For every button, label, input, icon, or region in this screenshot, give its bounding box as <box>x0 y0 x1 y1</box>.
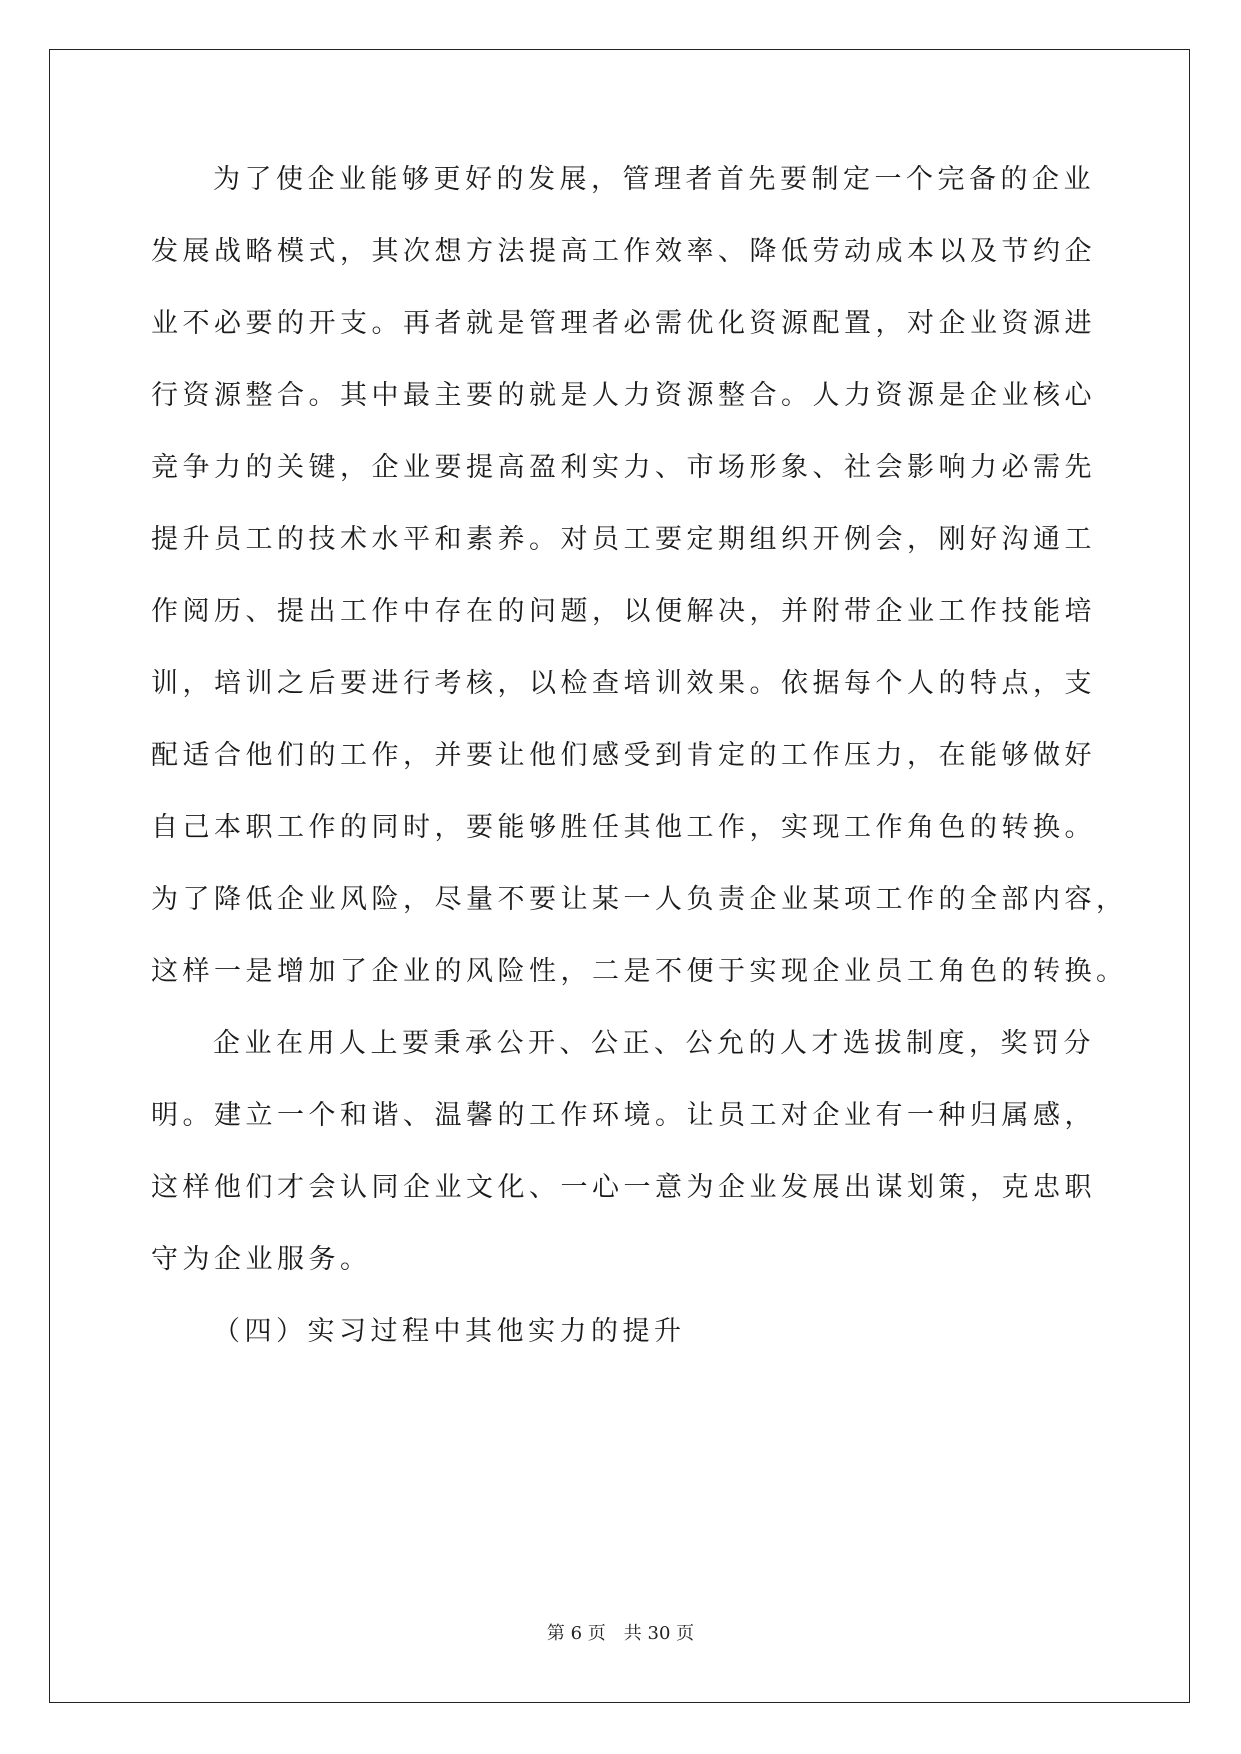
paragraph-1-line-8: 训，培训之后要进行考核，以检查培训效果。依据每个人的特点，支 <box>151 668 1096 699</box>
paragraph-1-line-7: 作阅历、提出工作中存在的问题，以便解决，并附带企业工作技能培 <box>151 596 1096 627</box>
paragraph-1-line-6: 提升员工的技术水平和素养。对员工要定期组织开例会，刚好沟通工 <box>151 524 1096 555</box>
page-border <box>49 49 1190 1703</box>
paragraph-2-line-1: 企业在用人上要秉承公开、公正、公允的人才选拔制度，奖罚分 <box>213 1028 1095 1059</box>
paragraph-1-line-5: 竞争力的关键，企业要提高盈利实力、市场形象、社会影响力必需先 <box>151 452 1096 483</box>
paragraph-1-line-10: 自己本职工作的同时，要能够胜任其他工作，实现工作角色的转换。 <box>151 812 1096 843</box>
paragraph-1-line-12: 这样一是增加了企业的风险性，二是不便于实现企业员工角色的转换。 <box>151 956 1128 987</box>
paragraph-1-line-1: 为了使企业能够更好的发展，管理者首先要制定一个完备的企业 <box>213 164 1095 195</box>
page-number: 第 6 页 共 30 页 <box>546 1623 695 1644</box>
section-heading: （四）实习过程中其他实力的提升 <box>213 1316 686 1347</box>
paragraph-1-line-2: 发展战略模式，其次想方法提高工作效率、降低劳动成本以及节约企 <box>151 236 1096 267</box>
paragraph-2-line-2: 明。建立一个和谐、温馨的工作环境。让员工对企业有一种归属感， <box>151 1100 1096 1131</box>
paragraph-1-line-9: 配适合他们的工作，并要让他们感受到肯定的工作压力，在能够做好 <box>151 740 1096 771</box>
paragraph-1-line-3: 业不必要的开支。再者就是管理者必需优化资源配置，对企业资源进 <box>151 308 1096 339</box>
paragraph-2-line-3: 这样他们才会认同企业文化、一心一意为企业发展出谋划策，克忠职 <box>151 1172 1096 1203</box>
paragraph-1-line-4: 行资源整合。其中最主要的就是人力资源整合。人力资源是企业核心 <box>151 380 1096 411</box>
paragraph-1-line-11: 为了降低企业风险，尽量不要让某一人负责企业某项工作的全部内容， <box>151 884 1128 915</box>
paragraph-2-line-4: 守为企业服务。 <box>151 1244 372 1275</box>
